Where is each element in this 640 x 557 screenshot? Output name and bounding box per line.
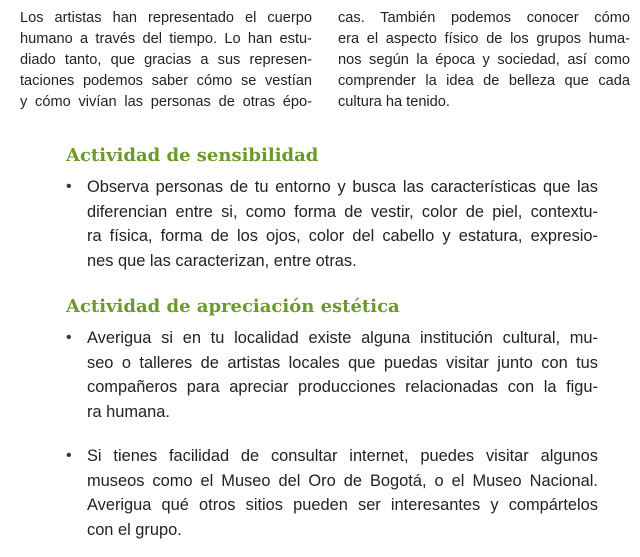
intro-line: comprender la idea de belleza que cada: [338, 73, 630, 89]
section-sensibilidad: [66, 145, 598, 273]
bullet-item: [66, 444, 598, 542]
intro-line: Los artistas han representado el cuerpo: [20, 10, 312, 26]
bullet-marker: •: [66, 329, 72, 346]
bullet-line: Averigua si en tu localidad existe alguna institución cultural, mu-: [87, 329, 598, 347]
bullet-line: ra física, forma de los ojos, color del cabello y estatura, expresio-: [87, 227, 598, 245]
section-heading: Actividad de sensibilidad: [66, 145, 319, 166]
bullet-line: seo o talleres de artistas locales que puedas visitar junto con tus: [87, 353, 598, 372]
bullet-marker: •: [66, 178, 72, 195]
bullet-item: [66, 175, 598, 273]
bullet-line: Observa personas de tu entorno y busca las características que las: [87, 178, 598, 196]
intro-line: humano a través del tiempo. Lo han estu-: [20, 31, 312, 47]
intro-line: cas. También podemos conocer cómo: [338, 10, 630, 26]
bullet-line: museos como el Museo del Oro de Bogotá, o el Museo Nacional.: [87, 471, 598, 490]
intro-column-left: [20, 8, 312, 113]
intro-paragraph: [20, 8, 630, 113]
intro-line: diado tanto, que gracias a sus represen-: [20, 52, 312, 68]
bullet-line: compañeros para apreciar producciones relacionadas con la figu-: [87, 378, 598, 396]
section-heading: Actividad de apreciación estética: [66, 296, 400, 317]
bullet-line: Averigua qué otros sitios pueden ser interesantes y compártelos: [87, 496, 598, 514]
intro-line: nos según la época y sociedad, así como: [338, 52, 630, 68]
bullet-line: con el grupo.: [87, 520, 182, 539]
bullet-marker: •: [66, 447, 72, 464]
bullet-line: Si tienes facilidad de consultar internet, puedes visitar algunos: [87, 447, 598, 465]
intro-column-right: [338, 8, 630, 113]
section-apreciacion-estetica: [66, 296, 598, 542]
intro-line: y cómo vivían las personas de otras épo-: [20, 94, 312, 110]
intro-line: cultura ha tenido.: [338, 94, 450, 110]
bullet-line: nes que las caracterizan, entre otras.: [87, 251, 357, 270]
intro-line: taciones podemos saber cómo se vestían: [20, 73, 312, 89]
bullet-item: [66, 326, 598, 424]
intro-line: era el aspecto físico de los grupos huma-: [338, 31, 630, 47]
bullet-line: diferencian entre si, como forma de vestir, color de piel, contextu-: [87, 202, 598, 221]
bullet-line: ra humana.: [87, 402, 170, 421]
